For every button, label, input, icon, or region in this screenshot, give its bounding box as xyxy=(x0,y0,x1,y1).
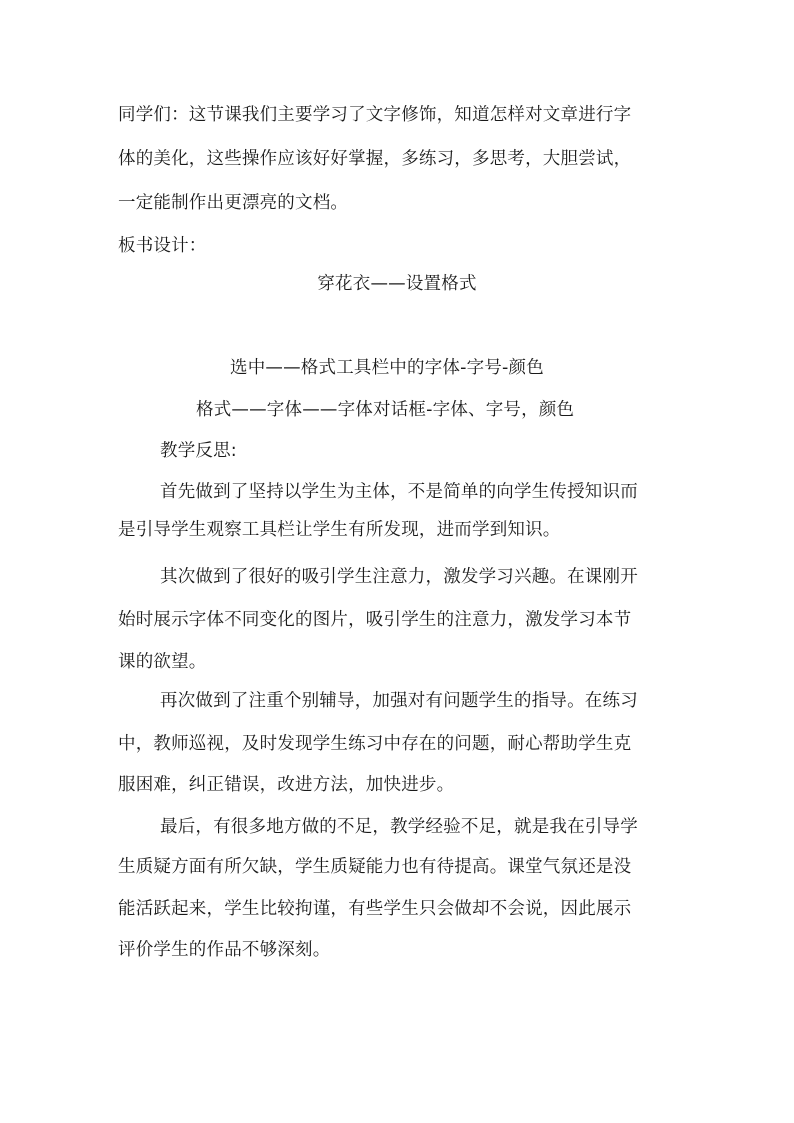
reflection-p3-line-1: 再次做到了注重个别辅导，加强对有问题学生的指导。在练习 xyxy=(160,691,638,711)
reflection-p4-line-4: 评价学生的作品不够深刻。 xyxy=(118,940,331,960)
reflection-heading: 教学反思: xyxy=(160,441,237,461)
reflection-p4-line-1: 最后，有很多地方做的不足，教学经验不足，就是我在引导学 xyxy=(160,817,638,837)
reflection-p1-line-1: 首先做到了坚持以学生为主体，不是简单的向学生传授知识而 xyxy=(160,482,638,502)
summary-line-2: 体的美化，这些操作应该好好掌握，多练习，多思考，大胆尝试， xyxy=(118,149,632,169)
board-label: 板书设计： xyxy=(118,236,207,256)
board-line-2: 格式——字体——字体对话框-字体、字号，颜色 xyxy=(196,400,575,420)
board-line-1: 选中——格式工具栏中的字体-字号-颜色 xyxy=(230,358,544,378)
reflection-p1-line-2: 是引导学生观察工具栏让学生有所发现，进而学到知识。 xyxy=(118,520,561,540)
reflection-p3-line-2: 中，教师巡视，及时发现学生练习中存在的问题，耐心帮助学生克 xyxy=(118,734,632,754)
reflection-p4-line-3: 能活跃起来，学生比较拘谨，有些学生只会做却不会说，因此展示 xyxy=(118,899,632,919)
summary-line-1: 同学们：这节课我们主要学习了文字修饰，知道怎样对文章进行字 xyxy=(118,105,632,125)
reflection-p2-line-1: 其次做到了很好的吸引学生注意力，激发学习兴趣。在课刚开 xyxy=(160,567,638,587)
board-title: 穿花衣——设置格式 xyxy=(317,274,477,294)
reflection-p2-line-3: 课的欲望。 xyxy=(118,652,207,672)
reflection-p3-line-3: 服困难，纠正错误，改进方法，加快进步。 xyxy=(118,775,455,795)
reflection-p2-line-2: 始时展示字体不同变化的图片，吸引学生的注意力，激发学习本节 xyxy=(118,610,632,630)
summary-line-3: 一定能制作出更漂亮的文档。 xyxy=(118,193,349,213)
reflection-p4-line-2: 生质疑方面有所欠缺，学生质疑能力也有待提高。课堂气氛还是没 xyxy=(118,857,632,877)
